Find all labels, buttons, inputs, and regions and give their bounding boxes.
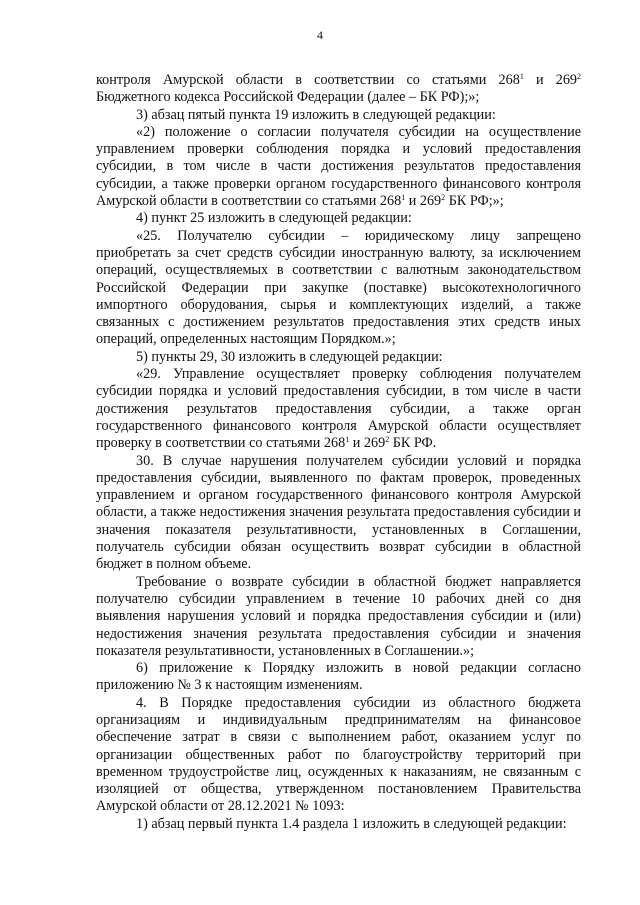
paragraph-text: и 269 xyxy=(523,72,578,88)
document-body xyxy=(96,72,581,833)
paragraph-p07 xyxy=(96,366,581,452)
paragraph-p09 xyxy=(96,574,581,660)
paragraph-text: 4. В Порядке предоставления субсидии из областного бюджета организациям и индивидуальным предпринимателям на финансовое обеспечение затрат в связи с выполнением работ, оказанием услуг по организации общественных работ по благоустройству территорий при временном трудоустройстве лиц, осужденных к наказаниям, не связанным с изоляцией от общества, утвержденном постановлением Правительства Амурской области от 28.12.2021 № 1093: xyxy=(96,694,581,815)
superscript: 1 xyxy=(345,435,350,445)
paragraph-text: «25. Получателю субсидии – юридическому лицу запрещено приобретать за счет средств субсидии иностранную валюту, за исключением операций, осуществляемых в соответствии с валютным законодательством Российской Федерации при закупке (поставке) высокотехнологичного импортного оборудования, сырья и комплектующих изделий, а также связанных с достижением результатов предоставления этих средств иных операций, определенных настоящим Порядком.»; xyxy=(96,227,581,348)
paragraph-text: 1) абзац первый пункта 1.4 раздела 1 изложить в следующей редакции: xyxy=(136,815,567,832)
superscript: 1 xyxy=(519,72,524,81)
paragraph-p12 xyxy=(96,816,581,833)
paragraph-text: и 269 xyxy=(349,435,386,452)
paragraph-text: контроля Амурской области в соответствии со статьями 268 xyxy=(96,72,520,88)
paragraph-text: 5) пункты 29, 30 изложить в следующей редакции: xyxy=(136,348,443,365)
paragraph-p10 xyxy=(96,660,581,695)
paragraph-p02 xyxy=(96,107,581,124)
paragraph-text: 3) абзац пятый пункта 19 изложить в следующей редакции: xyxy=(136,106,496,123)
paragraph-text: Требование о возврате субсидии в областной бюджет направляется получателю субсидии управлением в течение 10 рабочих дней со дня выявления нарушения условий и порядка предоставления субсидии и (или) недостижения значения результата предоставления субсидии и значения показателя результативности, установленных в Соглашении.»; xyxy=(96,573,581,659)
paragraph-text: 6) приложение к Порядку изложить в новой редакции согласно приложению № 3 к настоящим изменениям. xyxy=(96,660,581,694)
paragraph-p08 xyxy=(96,453,581,574)
page-number: 4 xyxy=(317,28,323,42)
paragraph-text: БК РФ. xyxy=(389,435,437,452)
paragraph-p01 xyxy=(96,72,581,107)
paragraph-p05 xyxy=(96,228,581,349)
paragraph-p06 xyxy=(96,349,581,366)
superscript: 2 xyxy=(441,193,446,203)
paragraph-text: и 269 xyxy=(405,193,442,210)
paragraph-text: «29. Управление осуществляет проверку соблюдения получателем субсидии порядка и условий предоставления субсидии, в том числе в части достижения результатов предоставления субсидии, а также орган государственного финансового контроля Амурской области осуществляет проверку в соответствии со статьями 268 xyxy=(96,366,581,452)
superscript: 2 xyxy=(385,435,390,445)
paragraph-p04 xyxy=(96,210,581,227)
superscript: 2 xyxy=(577,72,582,81)
superscript: 1 xyxy=(401,193,406,203)
paragraph-text: Бюджетного кодекса Российской Федерации (далее – БК РФ);»; xyxy=(96,89,480,106)
paragraph-text: БК РФ;»; xyxy=(445,193,504,210)
paragraph-p03 xyxy=(96,124,581,210)
paragraph-text: «2) положение о согласии получателя субсидии на осуществление управлением проверки соблюдения порядка и условий предоставления субсидии, в том числе в части достижения результатов предоставления субсидии, а также проверки органом государственного финансового контроля Амурской области в соответствии со статьями 268 xyxy=(96,123,581,210)
paragraph-text: 4) пункт 25 изложить в следующей редакции: xyxy=(136,210,412,227)
paragraph-p11 xyxy=(96,695,581,816)
paragraph-text: 30. В случае нарушения получателем субсидии условий и порядка предоставления субсидии, выявленного по фактам проверок, проведенных управлением и органом государственного финансового контроля Амурской области, а также недостижения значения результата предоставления субсидии и значения показателя результативности, установленных в Соглашении, получатель субсидии обязан осуществить возврат субсидии в областной бюджет в полном объеме. xyxy=(96,452,581,573)
